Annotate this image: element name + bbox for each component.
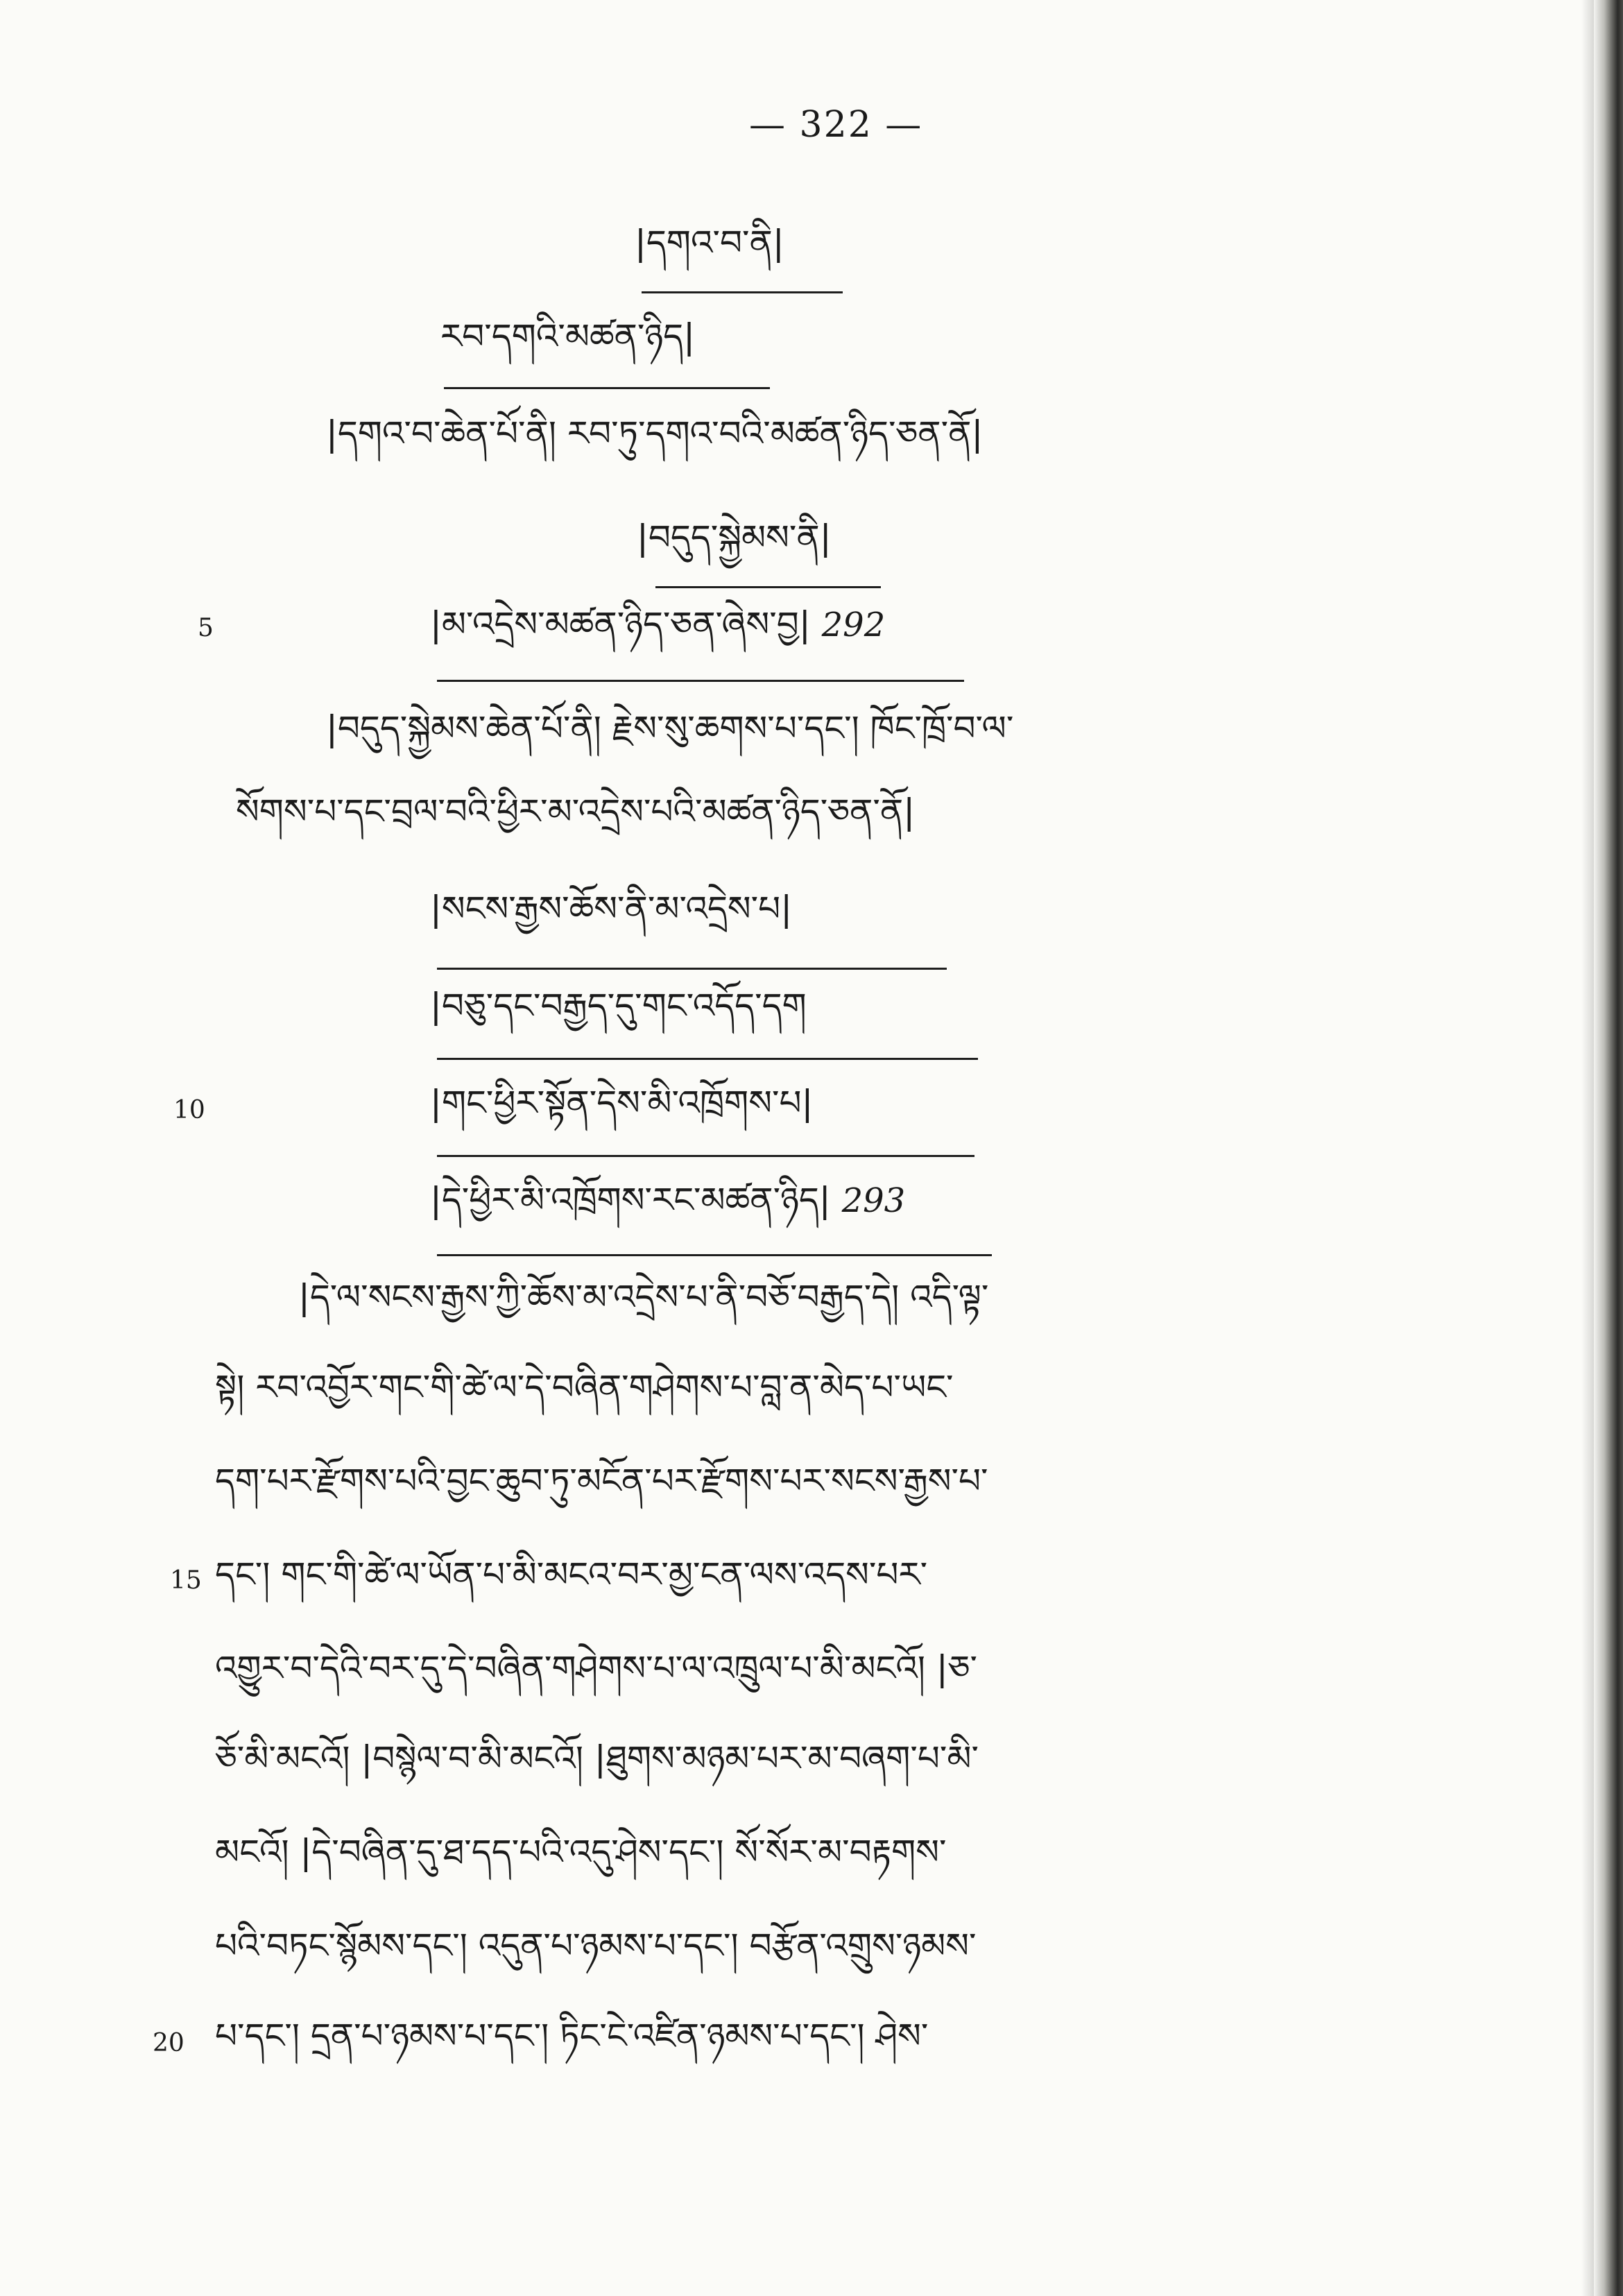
body-line-6: ཅོ་མི་མངའོ། |བསྙེལ་བ་མི་མངའོ། |ཐུགས་མཉམ་པར་མ་བཞག་པ་མི་ bbox=[215, 1738, 979, 1779]
commentary-line-7: སོགས་པ་དང་བྲལ་བའི་ཕྱིར་མ་འདྲེས་པའི་མཚན་ཉིད་ཅན་ནོ| bbox=[236, 791, 916, 832]
body-line-5: འགྱུར་བ་དེའི་བར་དུ་དེ་བཞིན་གཤེགས་པ་ལ་འཁྲུལ་པ་མི་མངའོ། |ཅ་ bbox=[215, 1648, 977, 1688]
body-line-4: དང་། གང་གི་ཚེ་ལ་ཡོན་པ་མི་མངའ་བར་མྱ་ངན་ལས་འདས་པར་ bbox=[215, 1554, 928, 1595]
line-number-10: 10 bbox=[173, 1096, 205, 1124]
verse-line-11 bbox=[430, 1179, 905, 1222]
page-gutter-shadow bbox=[1581, 0, 1594, 2296]
line-number-20: 20 bbox=[153, 2029, 184, 2057]
verse-rule-8 bbox=[437, 968, 947, 970]
line-number-5: 5 bbox=[198, 614, 214, 642]
verse-rule-11 bbox=[437, 1254, 992, 1256]
verse-line-2: རབ་དགའི་མཚན་ཉིད| bbox=[440, 316, 695, 357]
commentary-line-3: |དགའ་བ་ཆེན་པོ་ནི། རབ་ཏུ་དགའ་བའི་མཚན་ཉིད་ཅན་ནོ| bbox=[326, 413, 984, 454]
verse-line-11-text: |དེ་ཕྱིར་མི་འཁྲོགས་རང་མཚན་ཉིད| bbox=[430, 1180, 831, 1220]
verse-rule-9 bbox=[437, 1058, 978, 1060]
verse-rule-2 bbox=[444, 387, 770, 389]
verse-line-5-text: |མ་འདྲེས་མཚན་ཉིད་ཅན་ཞེས་བྱ| bbox=[430, 604, 811, 644]
verse-rule-4 bbox=[655, 586, 881, 588]
body-line-2: སྟེ། རབ་འབྱོར་གང་གི་ཚེ་ལ་དེ་བཞིན་གཤེགས་པ་བླ་ན་མེད་པ་ཡང་ bbox=[215, 1367, 954, 1407]
body-line-9: པ་དང་། དྲན་པ་ཉམས་པ་དང་། ཏིང་ངེ་འཛིན་ཉམས་པ་དང་། ཤེས་ bbox=[215, 2016, 929, 2056]
verse-number-292: 292 bbox=[821, 606, 886, 644]
verse-line-10: |གང་ཕྱིར་སྟོན་དེས་མི་འཁྲོགས་པ| bbox=[430, 1083, 814, 1123]
verse-line-5 bbox=[430, 603, 885, 646]
page-edge bbox=[1594, 0, 1623, 2296]
verse-rule-5 bbox=[437, 680, 964, 682]
verse-line-1: |དགའ་བ་ནི| bbox=[635, 223, 784, 263]
verse-line-9: |བཅུ་དང་བརྒྱད་དུ་གང་འདོད་དག bbox=[430, 986, 807, 1026]
verse-rule-1 bbox=[642, 291, 843, 293]
commentary-line-6: |བདུད་སྐྱེམས་ཆེན་པོ་ནི། རྗེས་སུ་ཆགས་པ་དང་། ཁོང་ཁྲོ་བ་ལ་ bbox=[326, 708, 1014, 748]
verse-number-293: 293 bbox=[841, 1181, 906, 1220]
body-line-8: པའི་བཏང་སྙོམས་དང་། འདུན་པ་ཉམས་པ་དང་། བརྩོན་འགྲུས་ཉམས་ bbox=[215, 1926, 977, 1966]
verse-line-4: |བདུད་སྐྱེམས་ནི| bbox=[637, 517, 832, 558]
body-line-1: |དེ་ལ་སངས་རྒྱས་ཀྱི་ཆོས་མ་འདྲེས་པ་ནི་བཅོ་བརྒྱད་དེ། འདི་ལྟ་ bbox=[298, 1277, 989, 1317]
body-line-7: མངའོ། |དེ་བཞིན་དུ་ཐ་དད་པའི་འདུ་ཤེས་དང་། སོ་སོར་མ་བརྟགས་ bbox=[215, 1832, 947, 1872]
verse-rule-10 bbox=[437, 1155, 974, 1157]
verse-line-8: |སངས་རྒྱས་ཆོས་ནི་མ་འདྲེས་པ| bbox=[430, 889, 793, 929]
body-line-3: དག་པར་རྫོགས་པའི་བྱང་ཆུབ་ཏུ་མངོན་པར་རྫོགས་པར་སངས་རྒྱས་པ་ bbox=[215, 1461, 988, 1501]
page-number: — 322 — bbox=[749, 104, 923, 146]
line-number-15: 15 bbox=[170, 1566, 202, 1595]
